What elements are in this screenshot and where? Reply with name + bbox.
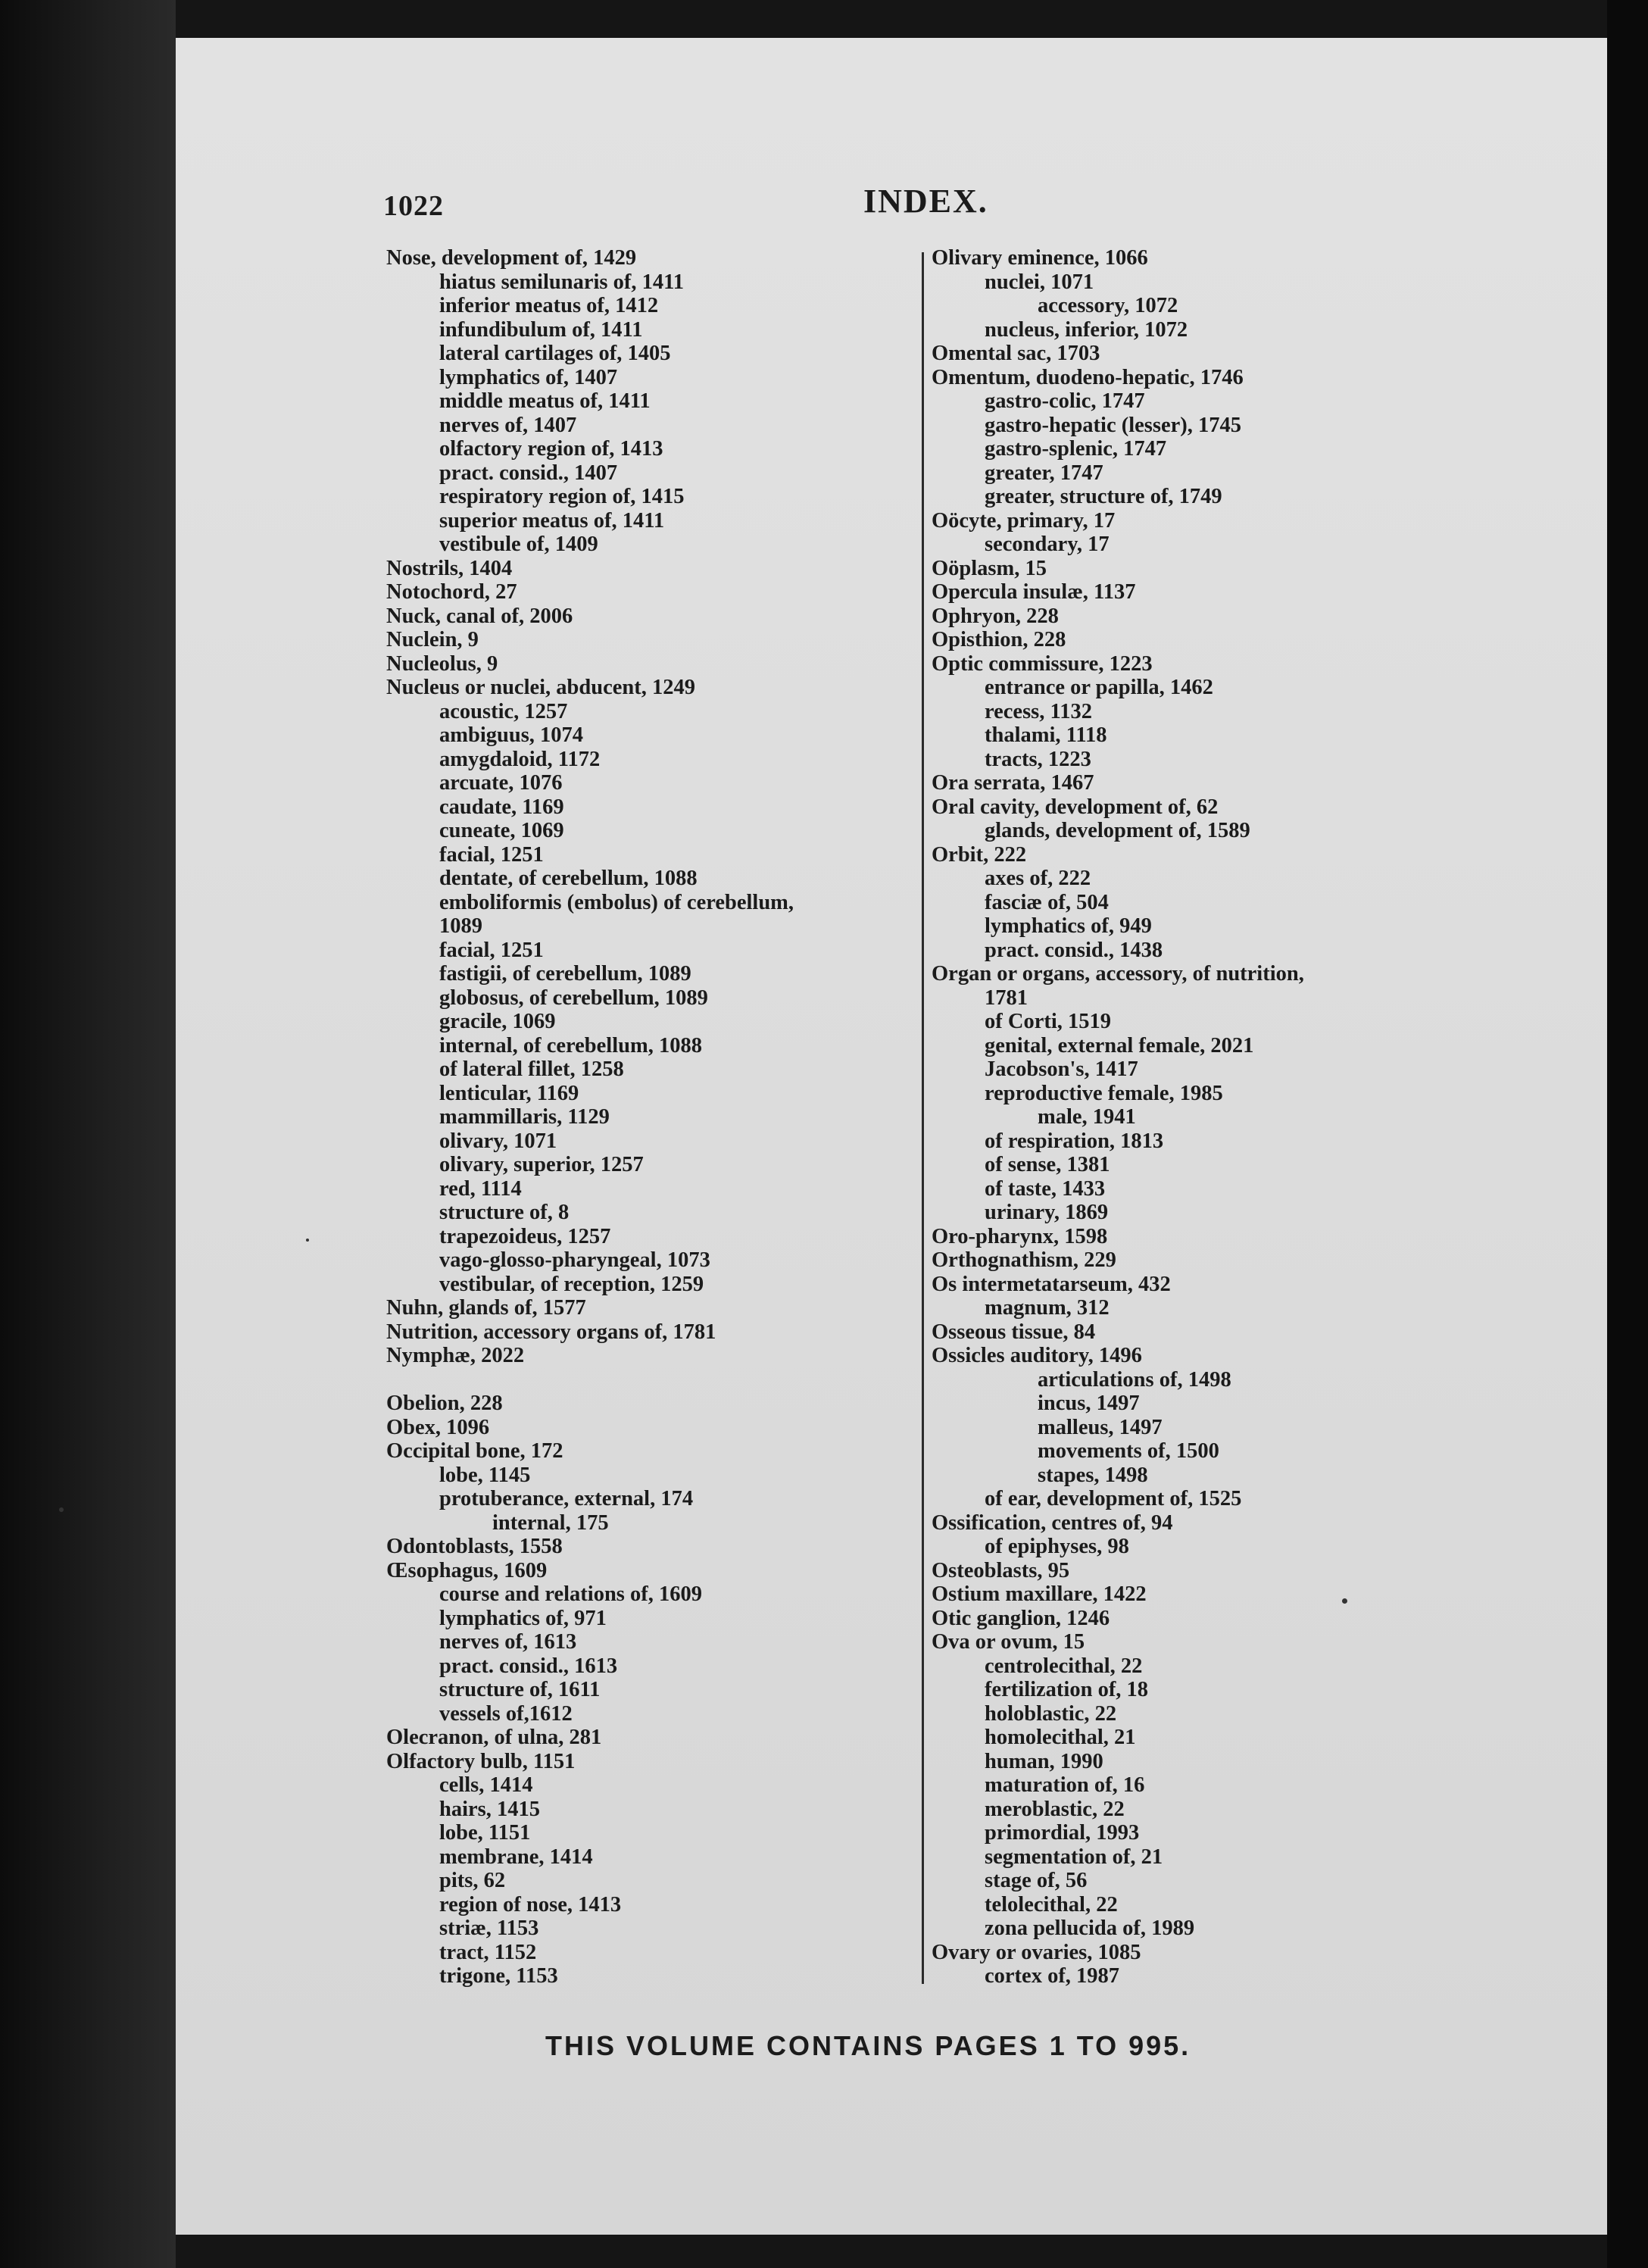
index-subentry: of respiration, 1813 [985, 1129, 1164, 1153]
index-heading-entry: Nymphæ, 2022 [386, 1344, 525, 1367]
index-subentry: pract. consid., 1438 [985, 938, 1163, 962]
index-subentry: lobe, 1151 [439, 1821, 531, 1845]
index-subentry: incus, 1497 [1038, 1392, 1140, 1415]
index-subentry: fertilization of, 18 [985, 1678, 1149, 1701]
index-heading-entry: Nutrition, accessory organs of, 1781 [386, 1320, 716, 1344]
index-subentry: entrance or papilla, 1462 [985, 676, 1213, 699]
index-subentry: amygdaloid, 1172 [439, 747, 601, 771]
index-subentry: trapezoideus, 1257 [439, 1224, 611, 1248]
index-heading-entry: Opercula insulæ, 1137 [932, 580, 1136, 604]
index-heading-entry: Oro-pharynx, 1598 [932, 1224, 1108, 1248]
index-subentry: internal, of cerebellum, 1088 [439, 1033, 702, 1057]
index-subentry: region of nose, 1413 [439, 1892, 622, 1917]
index-subentry: nerves of, 1613 [439, 1630, 577, 1654]
index-subentry: nucleus, inferior, 1072 [985, 317, 1188, 342]
scan-speck [306, 1239, 309, 1242]
index-heading-entry: Orbit, 222 [932, 842, 1027, 867]
index-subentry: facial, 1251 [439, 938, 544, 962]
index-subentry: vago-glosso-pharyngeal, 1073 [439, 1248, 710, 1272]
index-subentry: stage of, 56 [985, 1869, 1088, 1892]
index-subentry: of lateral fillet, 1258 [439, 1057, 624, 1081]
index-subentry: articulations of, 1498 [1038, 1367, 1231, 1392]
index-heading-entry: Opisthion, 228 [932, 628, 1066, 651]
index-heading-entry: Orthognathism, 229 [932, 1248, 1116, 1272]
index-subentry: pits, 62 [439, 1869, 506, 1892]
index-column-left [386, 246, 916, 1988]
index-subentry: ambiguus, 1074 [439, 723, 584, 747]
index-subentry: urinary, 1869 [985, 1201, 1109, 1224]
scan-left-margin [0, 0, 176, 2268]
index-heading-entry: Nucleolus, 9 [386, 651, 498, 676]
index-subentry: glands, development of, 1589 [985, 819, 1250, 842]
index-subentry: malleus, 1497 [1038, 1415, 1163, 1439]
index-subentry: emboliformis (embolus) of cerebellum, [439, 890, 794, 914]
page-title: INDEX. [863, 183, 988, 220]
index-heading-entry: Nucleus or nuclei, abducent, 1249 [386, 676, 696, 699]
index-heading-entry: Obex, 1096 [386, 1415, 490, 1439]
index-heading-entry: Nuck, canal of, 2006 [386, 604, 573, 628]
index-subentry: fasciæ of, 504 [985, 890, 1109, 914]
index-subentry: cells, 1414 [439, 1773, 533, 1797]
index-subentry: red, 1114 [439, 1176, 522, 1201]
index-subentry: facial, 1251 [439, 842, 544, 867]
index-heading-entry: Omental sac, 1703 [932, 342, 1100, 365]
index-subentry: inferior meatus of, 1412 [439, 294, 659, 317]
index-subentry: of ear, development of, 1525 [985, 1487, 1242, 1510]
index-subentry: male, 1941 [1038, 1105, 1136, 1129]
index-subentry: trigone, 1153 [439, 1964, 558, 1988]
index-subentry: Jacobson's, 1417 [985, 1057, 1138, 1081]
index-heading-entry: Ophryon, 228 [932, 604, 1059, 628]
index-heading-entry: Obelion, 228 [386, 1392, 503, 1415]
index-subentry: pract. consid., 1613 [439, 1654, 618, 1678]
index-subentry: course and relations of, 1609 [439, 1582, 703, 1606]
index-heading-entry: Ossicles auditory, 1496 [932, 1344, 1142, 1367]
index-subentry: nerves of, 1407 [439, 413, 577, 437]
index-subentry: axes of, 222 [985, 867, 1091, 890]
index-heading-entry: Ora serrata, 1467 [932, 771, 1094, 795]
scan-speck [1342, 1598, 1347, 1604]
index-subentry: segmentation of, 21 [985, 1845, 1163, 1869]
index-subentry: middle meatus of, 1411 [439, 389, 651, 413]
volume-note: THIS VOLUME CONTAINS PAGES 1 TO 995. [545, 2030, 1191, 2061]
index-subentry: human, 1990 [985, 1749, 1103, 1773]
index-subentry: olfactory region of, 1413 [439, 437, 663, 461]
index-subentry: structure of, 1611 [439, 1678, 601, 1701]
index-subentry: mammillaris, 1129 [439, 1105, 610, 1129]
index-subentry: olivary, superior, 1257 [439, 1153, 644, 1176]
index-subentry: zona pellucida of, 1989 [985, 1917, 1195, 1940]
index-subentry: structure of, 8 [439, 1201, 570, 1224]
index-subentry: protuberance, external, 174 [439, 1487, 694, 1510]
index-subentry: lenticular, 1169 [439, 1081, 579, 1105]
index-subentry: hiatus semilunaris of, 1411 [439, 270, 685, 294]
index-subentry: lymphatics of, 1407 [439, 365, 618, 389]
column-divider [922, 252, 924, 1984]
index-subentry: fastigii, of cerebellum, 1089 [439, 962, 691, 986]
index-subentry: thalami, 1118 [985, 723, 1107, 747]
index-subentry: cortex of, 1987 [985, 1964, 1120, 1988]
index-subentry: hairs, 1415 [439, 1797, 541, 1821]
index-heading-entry: Optic commissure, 1223 [932, 651, 1153, 676]
index-heading-entry: Oöplasm, 15 [932, 556, 1047, 580]
index-subentry: gracile, 1069 [439, 1010, 556, 1033]
index-subentry: movements of, 1500 [1038, 1439, 1219, 1463]
index-heading-entry: Nose, development of, 1429 [386, 246, 637, 270]
index-subentry: reproductive female, 1985 [985, 1081, 1223, 1105]
index-heading-entry: Ova or ovum, 15 [932, 1630, 1085, 1654]
index-subentry: caudate, 1169 [439, 795, 564, 819]
index-heading-entry: Omentum, duodeno-hepatic, 1746 [932, 365, 1244, 389]
index-subentry: of sense, 1381 [985, 1153, 1110, 1176]
index-heading-entry: Ovary or ovaries, 1085 [932, 1940, 1141, 1964]
index-heading-entry: Notochord, 27 [386, 580, 517, 604]
index-subentry: internal, 175 [492, 1510, 609, 1535]
index-subentry: homolecithal, 21 [985, 1726, 1136, 1749]
index-heading-entry: Olivary eminence, 1066 [932, 246, 1148, 270]
index-subentry: lobe, 1145 [439, 1463, 531, 1487]
index-heading-entry: Occipital bone, 172 [386, 1439, 563, 1463]
index-subentry: secondary, 17 [985, 533, 1110, 556]
index-heading-entry: Oral cavity, development of, 62 [932, 795, 1219, 819]
index-heading-entry: Nuhn, glands of, 1577 [386, 1296, 586, 1320]
index-subentry: globosus, of cerebellum, 1089 [439, 986, 708, 1010]
index-heading-entry: Nostrils, 1404 [386, 556, 513, 580]
index-heading-entry: Oöcyte, primary, 17 [932, 508, 1116, 533]
index-subentry: tract, 1152 [439, 1940, 537, 1964]
index-subentry: membrane, 1414 [439, 1845, 593, 1869]
page-number: 1022 [383, 190, 444, 222]
index-subentry: dentate, of cerebellum, 1088 [439, 867, 698, 890]
index-subentry: of epiphyses, 98 [985, 1535, 1129, 1558]
index-heading-entry: Osteoblasts, 95 [932, 1558, 1070, 1582]
index-subentry: greater, structure of, 1749 [985, 485, 1222, 508]
index-subentry: vessels of,1612 [439, 1701, 573, 1726]
index-subentry: pract. consid., 1407 [439, 461, 618, 485]
index-subentry: 1781 [985, 986, 1028, 1010]
index-subentry: of Corti, 1519 [985, 1010, 1112, 1033]
index-subentry: maturation of, 16 [985, 1773, 1145, 1797]
index-heading-entry: Olecranon, of ulna, 281 [386, 1726, 602, 1749]
index-subentry: gastro-splenic, 1747 [985, 437, 1167, 461]
index-subentry: of taste, 1433 [985, 1176, 1106, 1201]
index-subentry: olivary, 1071 [439, 1129, 557, 1153]
index-subentry: superior meatus of, 1411 [439, 508, 665, 533]
index-column-right [932, 246, 1477, 1988]
index-subentry: meroblastic, 22 [985, 1797, 1125, 1821]
index-heading-entry: Œsophagus, 1609 [386, 1558, 548, 1582]
scan-speck [59, 1507, 64, 1512]
index-subentry: respiratory region of, 1415 [439, 485, 685, 508]
index-subentry: lymphatics of, 949 [985, 914, 1152, 938]
index-subentry: holoblastic, 22 [985, 1701, 1117, 1726]
index-heading-entry: Ostium maxillare, 1422 [932, 1582, 1147, 1606]
index-subentry: greater, 1747 [985, 461, 1103, 485]
index-subentry: acoustic, 1257 [439, 699, 568, 723]
index-subentry: genital, external female, 2021 [985, 1033, 1254, 1057]
index-subentry: gastro-hepatic (lesser), 1745 [985, 413, 1242, 437]
index-subentry: magnum, 312 [985, 1296, 1110, 1320]
index-subentry: recess, 1132 [985, 699, 1092, 723]
index-subentry: nuclei, 1071 [985, 270, 1094, 294]
index-subentry: cuneate, 1069 [439, 819, 564, 842]
index-subentry: striæ, 1153 [439, 1917, 539, 1940]
index-subentry: arcuate, 1076 [439, 771, 563, 795]
index-subentry: telolecithal, 22 [985, 1892, 1118, 1917]
scan-right-margin [1607, 0, 1648, 2268]
index-subentry: lymphatics of, 971 [439, 1606, 607, 1630]
index-heading-entry: Ossification, centres of, 94 [932, 1510, 1173, 1535]
index-heading-entry: Otic ganglion, 1246 [932, 1606, 1110, 1630]
index-heading-entry: Odontoblasts, 1558 [386, 1535, 563, 1558]
index-spacer [386, 1368, 916, 1392]
index-subentry: centrolecithal, 22 [985, 1654, 1143, 1678]
index-subentry: gastro-colic, 1747 [985, 389, 1145, 413]
index-heading-entry: Organ or organs, accessory, of nutrition, [932, 962, 1304, 986]
index-heading-entry: Os intermetatarseum, 432 [932, 1272, 1171, 1296]
index-subentry: tracts, 1223 [985, 747, 1091, 771]
index-subentry: primordial, 1993 [985, 1821, 1140, 1845]
index-subentry: lateral cartilages of, 1405 [439, 342, 671, 365]
index-subentry: vestibular, of reception, 1259 [439, 1272, 704, 1296]
index-heading-entry: Osseous tissue, 84 [932, 1320, 1096, 1344]
index-heading-entry: Olfactory bulb, 1151 [386, 1749, 576, 1773]
index-subentry: stapes, 1498 [1038, 1463, 1148, 1487]
index-subentry: vestibule of, 1409 [439, 533, 598, 556]
index-subentry: 1089 [439, 914, 482, 938]
index-subentry: infundibulum of, 1411 [439, 317, 643, 342]
index-heading-entry: Nuclein, 9 [386, 628, 479, 651]
index-subentry: accessory, 1072 [1038, 294, 1178, 317]
